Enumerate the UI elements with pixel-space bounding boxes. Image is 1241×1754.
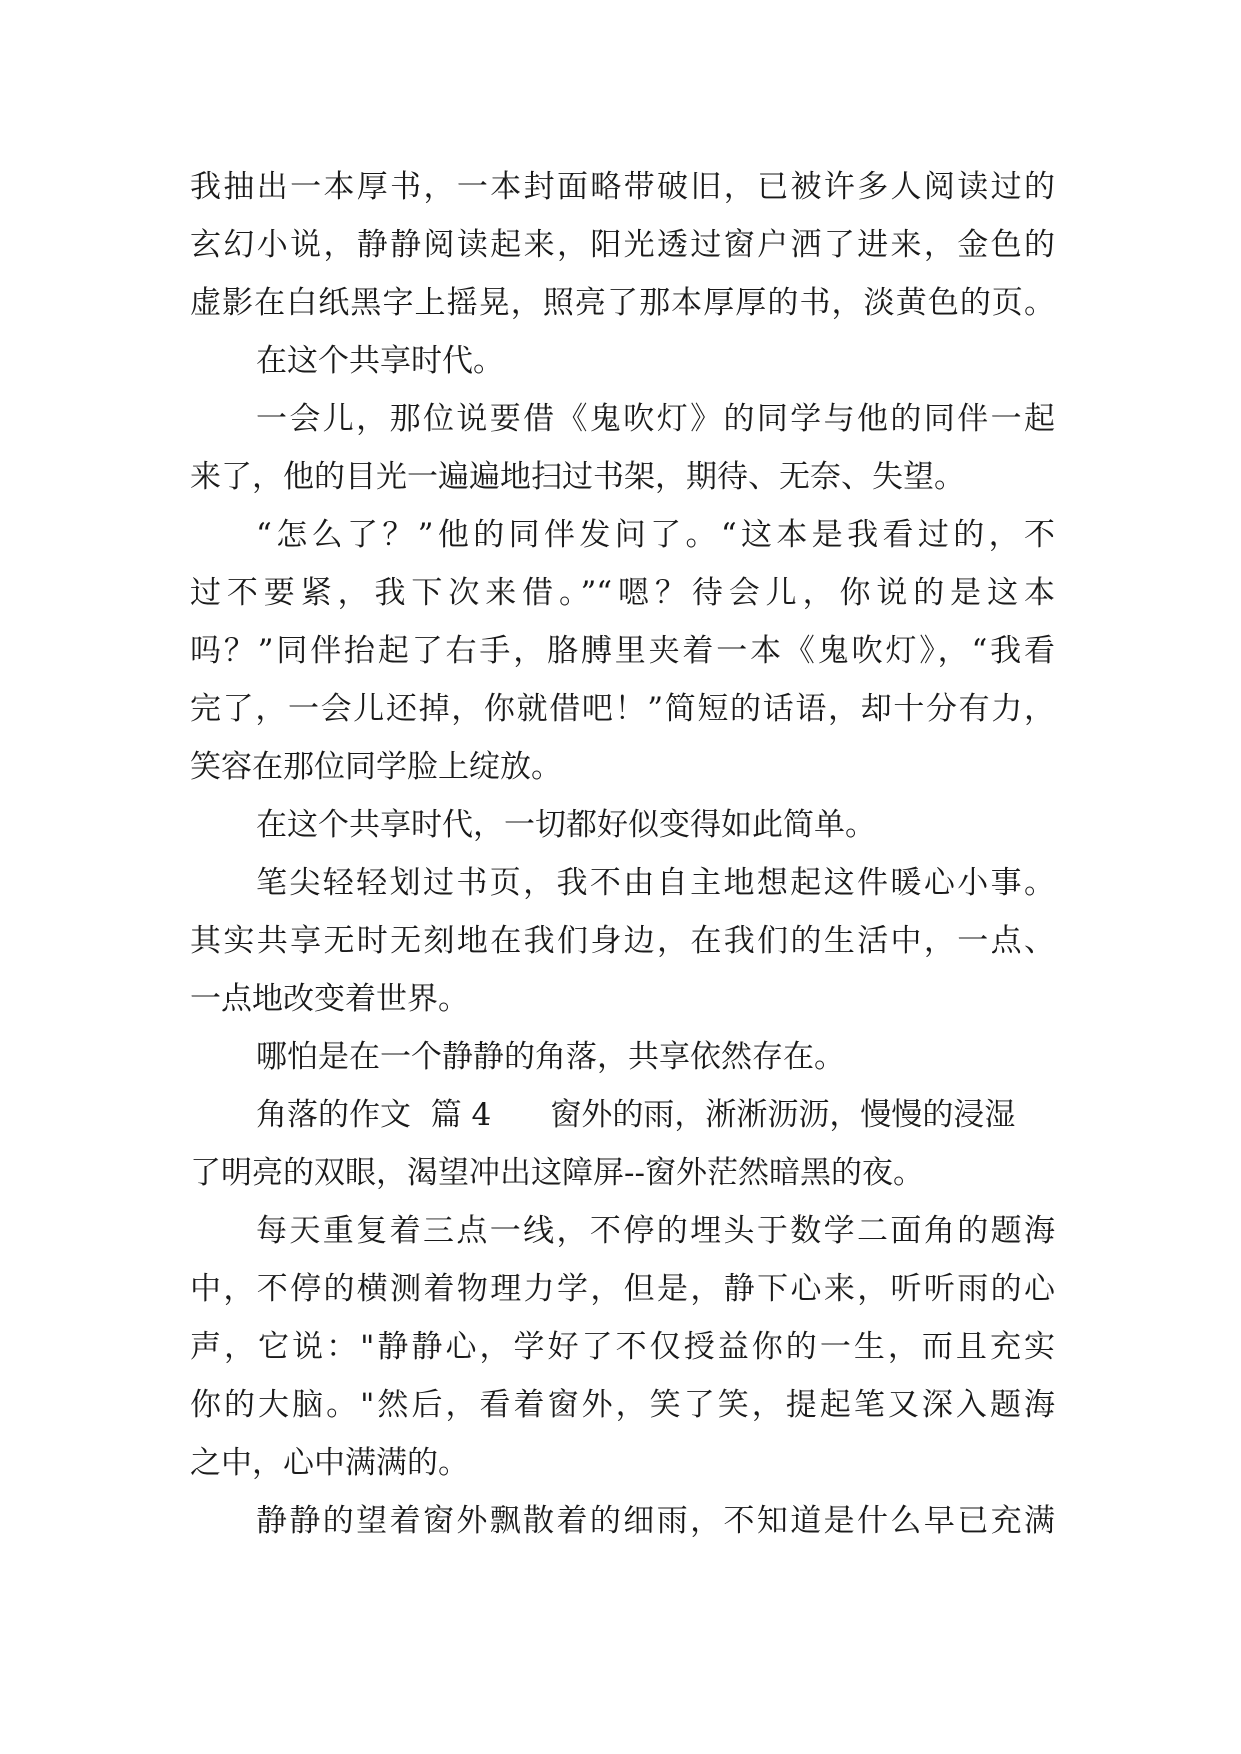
text-line: 过不要紧，我下次来借。”“嗯？待会儿，你说的是这本 xyxy=(190,575,1055,611)
text-line: 吗？”同伴抬起了右手，胳膊里夹着一本《鬼吹灯》，“我看 xyxy=(190,633,1055,669)
text-line: 其实共享无时无刻地在我们身边，在我们的生活中，一点、 xyxy=(190,923,1055,959)
text-line: 玄幻小说，静静阅读起来，阳光透过窗户洒了进来，金色的 xyxy=(190,227,1055,263)
text-line: 我抽出一本厚书，一本封面略带破旧，已被许多人阅读过的 xyxy=(190,169,1055,205)
text-line: 在这个共享时代，一切都好似变得如此简单。 xyxy=(256,807,876,843)
text-line: 笑容在那位同学脸上绽放。 xyxy=(190,749,562,785)
text-line: “怎么了？”他的同伴发问了。“这本是我看过的，不 xyxy=(256,517,1055,553)
text-line: 来了，他的目光一遍遍地扫过书架，期待、无奈、失望。 xyxy=(190,459,965,495)
text-line: 完了，一会儿还掉，你就借吧！”简短的话语，却十分有力， xyxy=(190,691,1055,727)
text-line: 在这个共享时代。 xyxy=(256,343,504,379)
text-line: 一会儿，那位说要借《鬼吹灯》的同学与他的同伴一起 xyxy=(256,401,1055,437)
section-heading-line: 角落的作文 篇 4 窗外的雨，淅淅沥沥，慢慢的浸湿 xyxy=(256,1097,1016,1133)
essay-body xyxy=(190,158,1055,1550)
text-line: 你的大脑。"然后，看着窗外，笑了笑，提起笔又深入题海 xyxy=(190,1387,1055,1423)
text-line: 一点地改变着世界。 xyxy=(190,981,469,1017)
text-line: 了明亮的双眼，渴望冲出这障屏--窗外茫然暗黑的夜。 xyxy=(190,1155,924,1191)
text-line: 中，不停的横测着物理力学，但是，静下心来，听听雨的心 xyxy=(190,1271,1055,1307)
text-line: 哪怕是在一个静静的角落，共享依然存在。 xyxy=(256,1039,845,1075)
text-line: 虚影在白纸黑字上摇晃，照亮了那本厚厚的书，淡黄色的页。 xyxy=(190,285,1055,321)
text-line: 静静的望着窗外飘散着的细雨，不知道是什么早已充满 xyxy=(256,1503,1055,1539)
text-line: 之中，心中满满的。 xyxy=(190,1445,469,1481)
text-line: 笔尖轻轻划过书页，我不由自主地想起这件暖心小事。 xyxy=(256,865,1055,901)
text-line: 每天重复着三点一线，不停的埋头于数学二面角的题海 xyxy=(256,1213,1055,1249)
text-line: 声，它说："静静心，学好了不仅授益你的一生，而且充实 xyxy=(190,1329,1055,1365)
